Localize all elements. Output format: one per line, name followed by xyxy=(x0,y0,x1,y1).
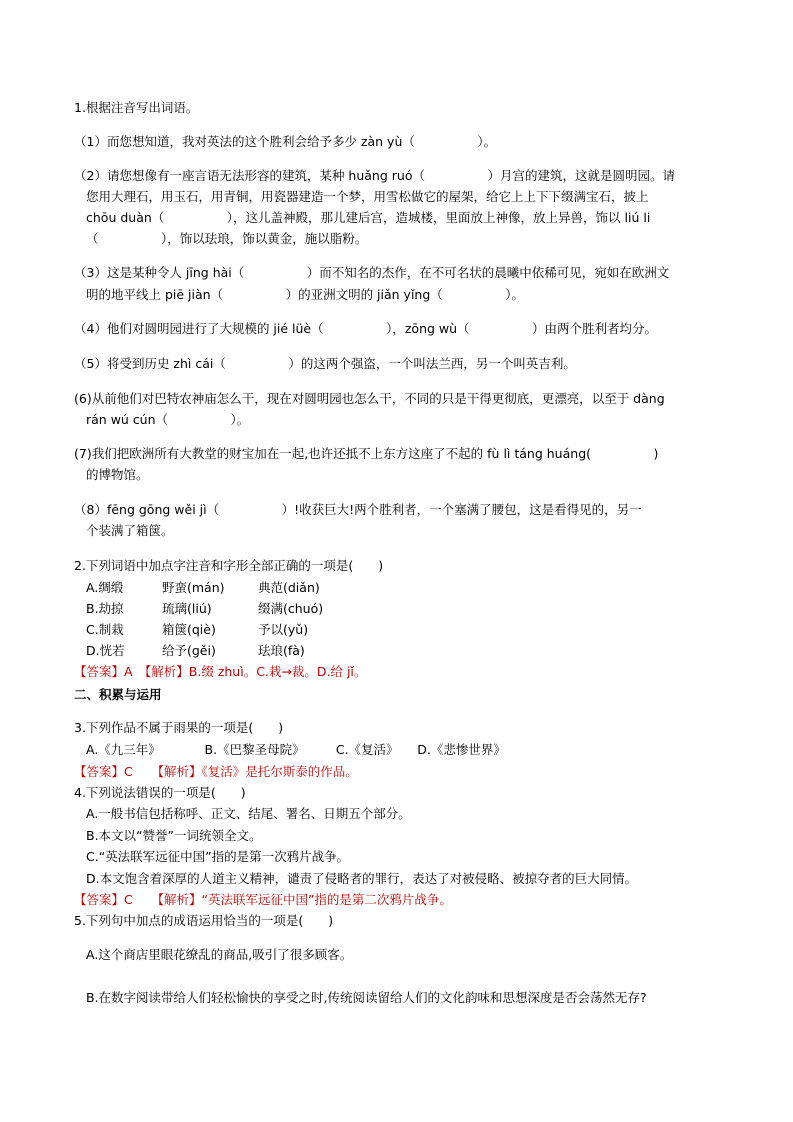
q1-item-8-line-1: （8）fēng gōng wěi jì（ ）!收获巨大!两个胜利者，一个塞满了腰包，这是看得见的，另一 xyxy=(74,502,642,517)
q5-option-a: A.这个商店里眼花缭乱的商品,吸引了很多顾客。 xyxy=(86,947,353,962)
q4-answer: 【答案】C 【解析】“英法联军远征中国”指的是第二次鸦片战争。 xyxy=(74,892,452,907)
q1-item-4: （4）他们对圆明园进行了大规模的 jié lüè（ ），zōng wù（ ）由两个胜利者均分。 xyxy=(74,321,658,336)
q4-option-b: B.本文以“赞誉”一词统领全文。 xyxy=(86,828,262,843)
q1-item-6-line-1: (6)从前他们对巴特农神庙怎么干，现在对圆明园也怎么干，不同的只是干得更彻底，更漂亮，以至于 dàng xyxy=(74,391,665,406)
q1-item-6-line-2: rán wú cún（ ）。 xyxy=(86,412,250,427)
q4-option-a: A.一般书信包括称呼、正文、结尾、署名、日期五个部分。 xyxy=(86,806,411,821)
section-2-heading: 二、积累与运用 xyxy=(74,687,162,702)
q2-answer: 【答案】A 【解析】B.缀 zhuì。C.栽→裁。D.给 jǐ。 xyxy=(74,664,367,679)
q1-item-7-line-2: 的博物馆。 xyxy=(86,467,149,482)
q1-item-1: （1）而您想知道，我对英法的这个胜利会给予多少 zàn yù（ ）。 xyxy=(74,134,497,149)
q1-item-2-line-1: （2）请您想像有一座言语无法形容的建筑，某种 huǎng ruó（ ）月宫的建筑，这就是圆明园。请 xyxy=(74,168,675,183)
q4-option-d: D.本文饱含着深厚的人道主义精神，谴责了侵略者的罪行，表达了对被侵略、被掠夺者的巨大同情。 xyxy=(86,871,638,886)
q1-item-2-line-3: chōu duàn（ ），这儿盖神殿，那儿建后宫，造城楼，里面放上神像，放上异兽，饰以 liú li xyxy=(86,210,651,225)
q2-option-d-pinyin-2: 珐琅(fà) xyxy=(258,643,305,658)
q2-option-a-pinyin-2: 典范(diǎn) xyxy=(258,580,320,595)
q2-title: 2.下列词语中加点字注音和字形全部正确的一项是( ) xyxy=(74,558,384,573)
q2-option-c-pinyin-1: 箱箧(qiè) xyxy=(162,622,216,637)
q2-option-b-word: B.劫掠 xyxy=(86,601,124,616)
q1-item-3-line-1: （3）这是某种令人 jīng hài（ ）而不知名的杰作，在不可名状的晨曦中依稀可见，宛如在欧洲文 xyxy=(74,265,670,280)
q1-item-7-line-1: (7)我们把欧洲所有大教堂的财宝加在一起,也许还抵不上东方这座了不起的 fù lì táng huáng( ) xyxy=(74,446,659,461)
q2-option-d-word: D.恍若 xyxy=(86,643,125,658)
q1-item-5: （5）将受到历史 zhì cái（ ）的这两个强盗，一个叫法兰西，另一个叫英吉利。 xyxy=(74,356,576,371)
q3-options: A.《九三年》 B.《巴黎圣母院》 C.《复活》 D.《悲惨世界》 xyxy=(86,742,506,757)
q1-item-2-line-2: 您用大理石，用玉石，用青铜，用瓷器建造一个梦，用雪松做它的屋架，给它上上下下缀满宝石，披上 xyxy=(86,189,649,204)
q1-item-2-line-4: （ ），饰以珐琅，饰以黄金，施以脂粉。 xyxy=(86,231,368,246)
q2-option-a-word: A.绸缎 xyxy=(86,580,124,595)
q2-option-b-pinyin-1: 琉璃(liú) xyxy=(162,601,212,616)
q2-option-c-word: C.制栽 xyxy=(86,622,124,637)
q1-title: 1.根据注音写出词语。 xyxy=(74,100,199,115)
q2-option-b-pinyin-2: 缀满(chuó) xyxy=(258,601,324,616)
q5-option-b: B.在数字阅读带给人们轻松愉快的享受之时,传统阅读留给人们的文化韵味和思想深度是否会荡然无存? xyxy=(86,990,647,1005)
q4-title: 4.下列说法错误的一项是( ) xyxy=(74,785,246,800)
q2-option-a-pinyin-1: 野蛮(mán) xyxy=(162,580,225,595)
q4-option-c: C.“英法联军远征中国”指的是第一次鸦片战争。 xyxy=(86,849,350,864)
q1-item-8-line-2: 个装满了箱箧。 xyxy=(86,523,174,538)
q2-option-d-pinyin-1: 给予(gěi) xyxy=(162,643,216,658)
q2-option-c-pinyin-2: 予以(yǔ) xyxy=(258,622,309,637)
q1-item-3-line-2: 明的地平线上 piē jiàn（ ）的亚洲文明的 jiǎn yǐng（ ）。 xyxy=(86,287,525,302)
q3-answer: 【答案】C 【解析】《复活》是托尔斯泰的作品。 xyxy=(74,764,358,779)
q5-title: 5.下列句中加点的成语运用恰当的一项是( ) xyxy=(74,913,334,928)
q3-title: 3.下列作品不属于雨果的一项是( ) xyxy=(74,720,284,735)
